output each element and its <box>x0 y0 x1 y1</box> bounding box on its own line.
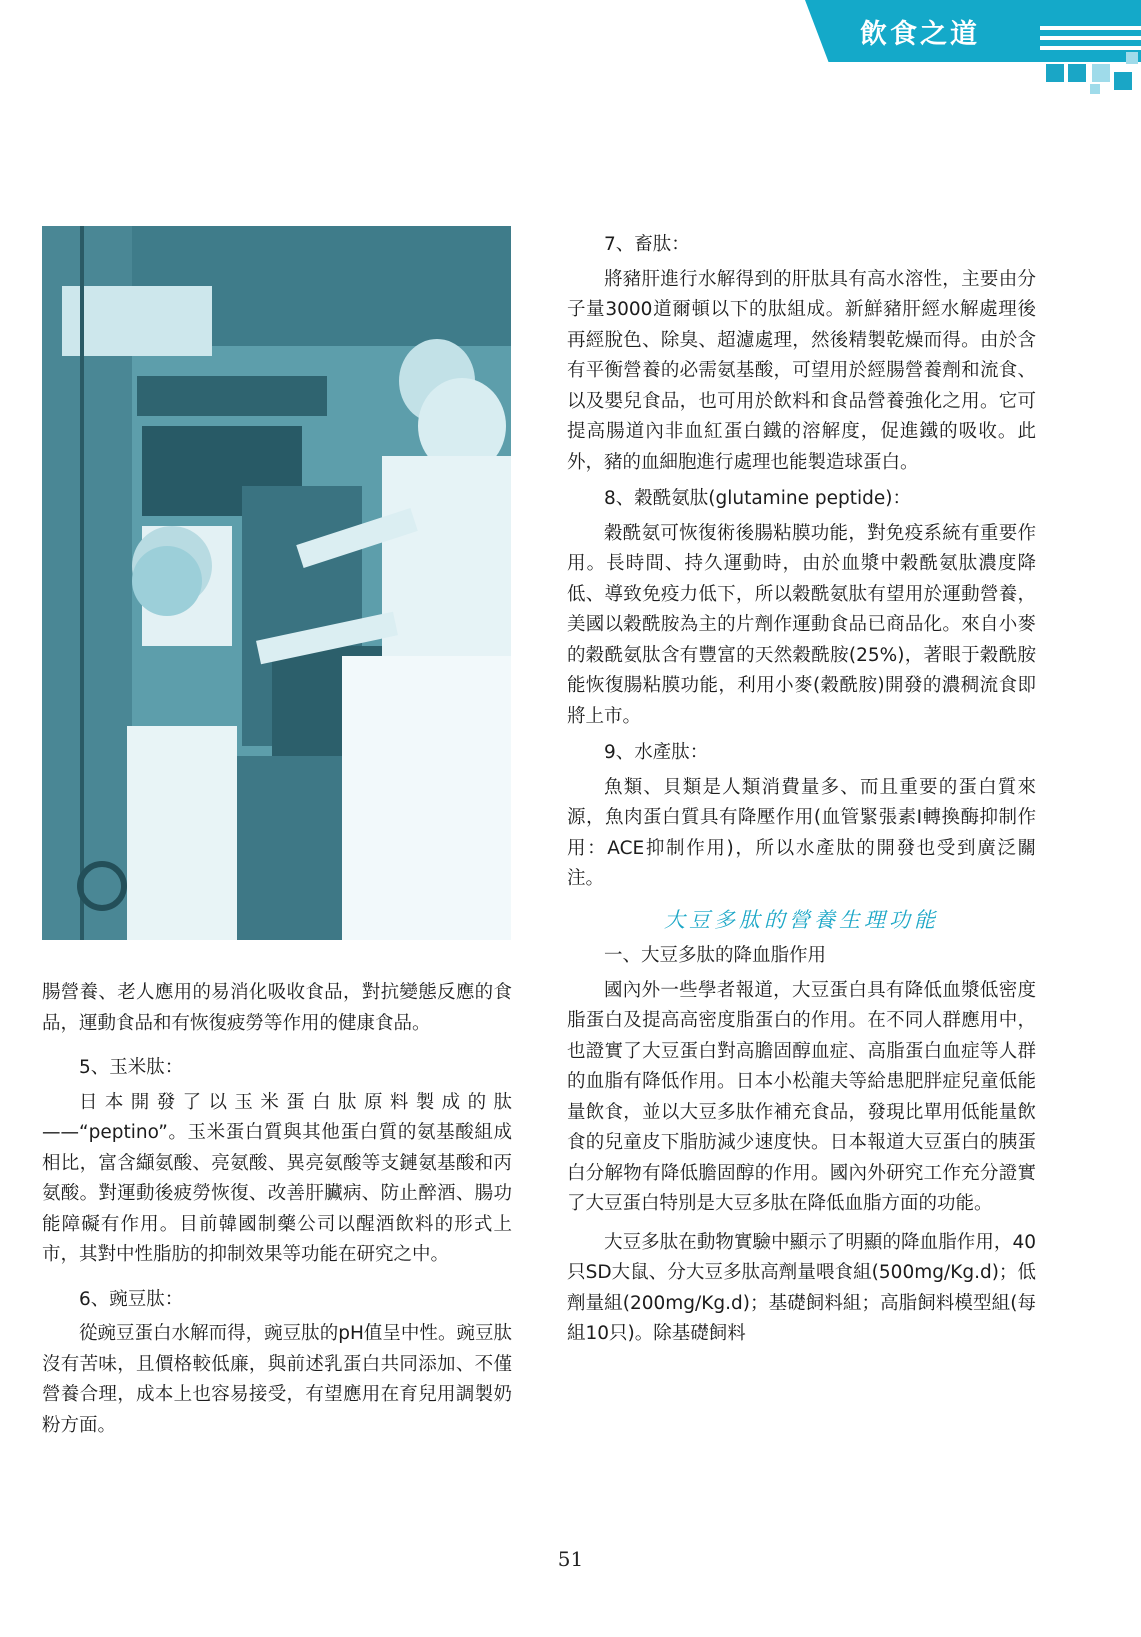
decor-square <box>1126 52 1138 64</box>
decor-square <box>1068 64 1086 82</box>
decor-square <box>1092 64 1110 82</box>
subheading: 6、豌豆肽： <box>79 1288 184 1310</box>
subheading: 一、大豆多肽的降血脂作用 <box>604 945 827 966</box>
subheading: 8、穀酰氨肽(glutamine peptide)： <box>604 488 911 509</box>
left-column <box>42 978 512 1441</box>
banner-stripe <box>1040 46 1141 50</box>
page-number: 51 <box>557 1547 584 1571</box>
subheading: 7、畜肽： <box>604 234 690 255</box>
paragraph: 從豌豆蛋白水解而得，豌豆肽的pH值呈中性。豌豆肽沒有苦味，且價格較低廉，與前述乳蛋白共同添加、不僅營養合理，成本上也容易接受，有望應用在育兒用調製奶粉方面。 <box>42 1323 512 1436</box>
paragraph: 穀酰氨可恢復術後腸粘膜功能，對免疫系統有重要作用。長時間、持久運動時，由於血漿中穀酰氨肽濃度降低、導致免疫力低下，所以穀酰氨肽有望用於運動營養，美國以穀酰胺為主的片劑作運動食品已商品化。來自小麥的穀酰氨肽含有豐富的天然穀酰胺(25%)，著眼于穀酰胺能恢復腸粘膜功能，利用小麥(穀酰胺)開發的濃稠流食即將上市。 <box>567 522 1036 727</box>
paragraph: 腸營養、老人應用的易消化吸收食品，對抗變態反應的食品，運動食品和有恢復疲勞等作用的健康食品。 <box>42 982 512 1034</box>
right-column <box>567 224 1036 1350</box>
section-title: 大豆多肽的營養生理功能 <box>664 907 939 932</box>
subheading: 9、水產肽： <box>604 742 709 763</box>
lab-photo <box>42 226 511 940</box>
paragraph: 日本開發了以玉米蛋白肽原料製成的肽——“peptino”。玉米蛋白質與其他蛋白質的氨基酸組成相比，富含纈氨酸、亮氨酸、異亮氨酸等支鏈氨基酸和丙氨酸。對運動後疲勞恢復、改善肝臟病、防止醉酒、腸功能障礙有作用。目前韓國制藥公司以醒酒飲料的形式上市，其對中性脂肪的抑制效果等功能在研究之中。 <box>42 1091 512 1265</box>
decor-square <box>1046 64 1064 82</box>
paragraph: 將豬肝進行水解得到的肝肽具有高水溶性，主要由分子量3000道爾頓以下的肽組成。新鮮豬肝經水解處理後再經脫色、除臭、超濾處理，然後精製乾燥而得。由於含有平衡營養的必需氨基酸，可望用於經腸營養劑和流食、以及嬰兒食品，也可用於飲料和食品營養強化之用。它可提高腸道內非血紅蛋白鐵的溶解度，促進鐵的吸收。此外，豬的血細胞進行處理也能製造球蛋白。 <box>567 268 1036 473</box>
paragraph: 大豆多肽在動物實驗中顯示了明顯的降血脂作用，40只SD大鼠、分大豆多肽高劑量喂食組(500mg/Kg.d)；低劑量組(200mg/Kg.d)；基礎飼料組；高脂飼料模型組(每組10只)。除基礎飼料 <box>567 1231 1036 1344</box>
section-header-title: 飲食之道 <box>860 19 980 50</box>
paragraph: 國內外一些學者報道，大豆蛋白具有降低血漿低密度脂蛋白及提高高密度脂蛋白的作用。在不同人群應用中，也證實了大豆蛋白對高膽固醇血症、高脂蛋白血症等人群的血脂有降低作用。日本小松龍夫等給患肥胖症兒童低能量飲食，並以大豆多肽作補充食品，發現比單用低能量飲食的兒童皮下脂肪減少速度快。日本報道大豆蛋白的胰蛋白分解物有降低膽固醇的作用。國內外研究工作充分證實了大豆蛋白特別是大豆多肽在降低血脂方面的功能。 <box>567 979 1036 1214</box>
banner-stripe <box>1040 26 1141 30</box>
decor-square <box>1114 72 1132 90</box>
banner-stripe <box>1040 36 1141 40</box>
subheading: 5、玉米肽： <box>79 1057 184 1078</box>
paragraph: 魚類、貝類是人類消費量多、而且重要的蛋白質來源，魚肉蛋白質具有降壓作用(血管緊張素Ⅰ轉換酶抑制作用：ACE抑制作用)，所以水產肽的開發也受到廣泛關注。 <box>567 776 1036 889</box>
decor-square <box>1090 84 1100 94</box>
